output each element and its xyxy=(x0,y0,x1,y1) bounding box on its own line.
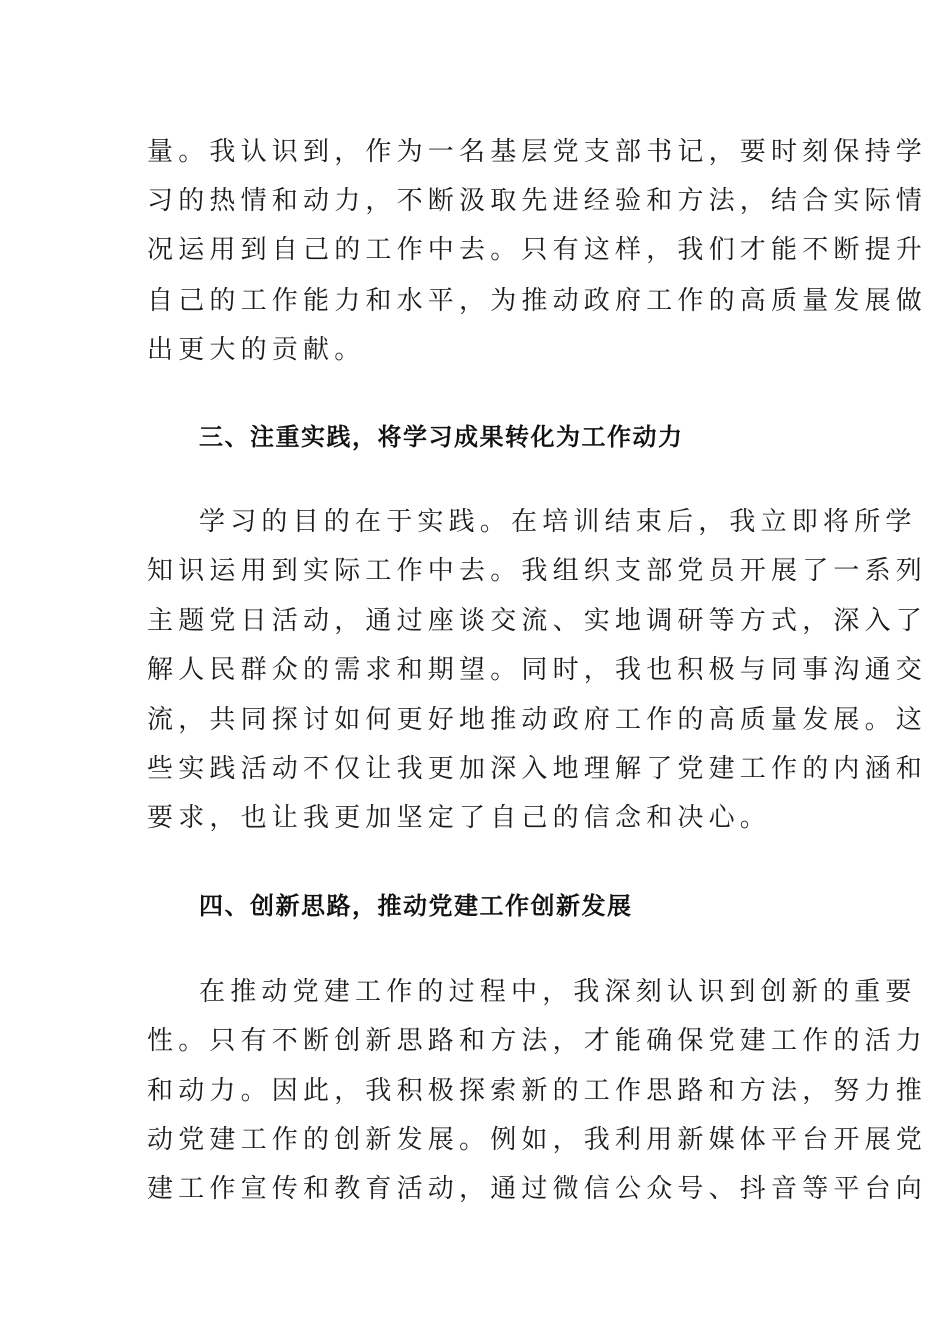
paragraph-line: 解人民群众的需求和期望。同时，我也积极与同事沟通交 xyxy=(147,655,928,685)
paragraph-line: 出更大的贡献。 xyxy=(147,335,366,365)
paragraph-line: 学习的目的在于实践。在培训结束后，我立即将所学 xyxy=(199,507,917,537)
section-heading: 三、注重实践，将学习成果转化为工作动力 xyxy=(199,423,684,451)
paragraph-line: 性。只有不断创新思路和方法，才能确保党建工作的活力 xyxy=(147,1026,928,1056)
paragraph-line: 动党建工作的创新发展。例如，我利用新媒体平台开展党 xyxy=(147,1125,928,1155)
paragraph-line: 和动力。因此，我积极探索新的工作思路和方法，努力推 xyxy=(147,1076,928,1106)
paragraph-line: 流，共同探讨如何更好地推动政府工作的高质量发展。这 xyxy=(147,705,928,735)
paragraph-line: 建工作宣传和教育活动，通过微信公众号、抖音等平台向 xyxy=(147,1174,928,1204)
section-heading: 四、创新思路，推动党建工作创新发展 xyxy=(199,892,633,920)
paragraph-line: 习的热情和动力，不断汲取先进经验和方法，结合实际情 xyxy=(147,186,928,216)
paragraph-line: 自己的工作能力和水平，为推动政府工作的高质量发展做 xyxy=(147,286,928,316)
paragraph-line: 况运用到自己的工作中去。只有这样，我们才能不断提升 xyxy=(147,235,928,265)
paragraph-line: 要求，也让我更加坚定了自己的信念和决心。 xyxy=(147,803,772,833)
paragraph-line: 些实践活动不仅让我更加深入地理解了党建工作的内涵和 xyxy=(147,754,928,784)
paragraph-line: 主题党日活动，通过座谈交流、实地调研等方式，深入了 xyxy=(147,606,928,636)
paragraph-line: 量。我认识到，作为一名基层党支部书记，要时刻保持学 xyxy=(147,137,928,167)
paragraph-line: 在推动党建工作的过程中，我深刻认识到创新的重要 xyxy=(199,977,917,1007)
paragraph-line: 知识运用到实际工作中去。我组织支部党员开展了一系列 xyxy=(147,556,928,586)
